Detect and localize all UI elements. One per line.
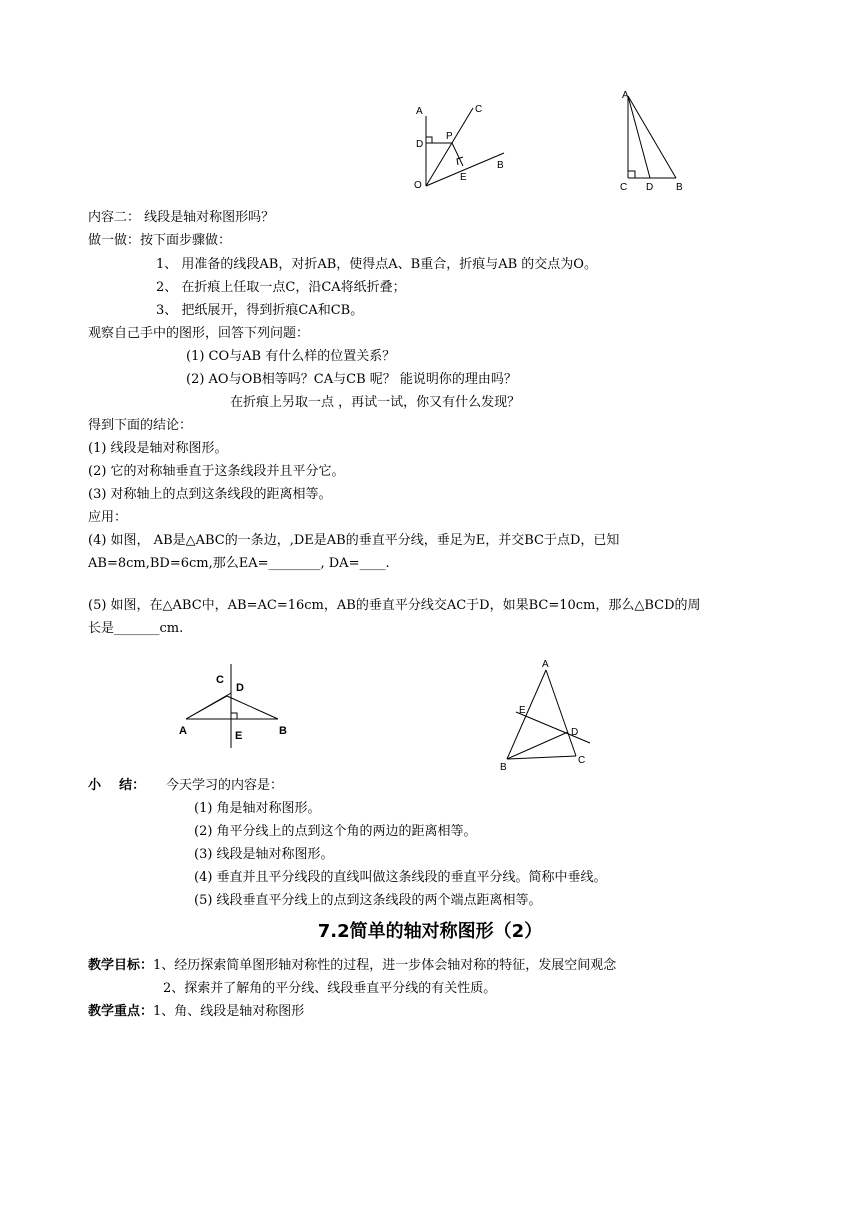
key-label: 教学重点：	[88, 1004, 154, 1019]
fig4-label-E: E	[519, 705, 526, 716]
summary-item-3: (3) 线段是轴对称图形。	[194, 847, 334, 862]
summary-label	[88, 776, 145, 796]
fig1-label-C: C	[475, 104, 483, 115]
fig1-label-D: D	[416, 139, 424, 150]
fig2-label-C: C	[620, 182, 628, 193]
summary-item-5: (5) 线段垂直平分线上的点到这条线段的两个端点距离相等。	[194, 893, 542, 908]
do-intro: 做一做：按下面步骤做：	[88, 233, 232, 248]
apply-intro: 应用：	[88, 510, 128, 525]
observe-intro: 观察自己手中的图形，回答下列问题：	[88, 326, 310, 341]
summary-item-4: (4) 垂直并且平分线段的直线叫做这条线段的垂直平分线。简称中垂线。	[194, 870, 607, 885]
problem4-line1: (4) 如图， AB是△ABC的一条边，,DE是AB的垂直平分线，垂足为E，并交BC于点D，已知	[88, 533, 620, 548]
fig4-label-A: A	[542, 659, 549, 670]
step-3: 3、 把纸展开，得到折痕CA和CB。	[156, 303, 364, 318]
fig3-label-E: E	[235, 730, 243, 742]
question-1: (1) CO与AB 有什么样的位置关系？	[186, 349, 396, 364]
figure-isosceles-triangle	[494, 654, 604, 774]
fig2-label-B: B	[676, 182, 683, 193]
conclusion-1: (1) 线段是轴对称图形。	[88, 441, 228, 456]
fig3-label-D: D	[236, 682, 244, 694]
goals-label: 教学目标：	[88, 958, 154, 973]
question-3: 在折痕上另取一点 ，再试一试，你又有什么发现？	[230, 395, 521, 410]
conclusion-intro: 得到下面的结论：	[88, 418, 193, 433]
figure-perpendicular-bisector	[172, 660, 302, 750]
question-2: (2) AO与OB相等吗？CA与CB 呢？ 能说明你的理由吗？	[186, 372, 517, 387]
conclusion-3: (3) 对称轴上的点到这条线段的距离相等。	[88, 487, 332, 502]
problem5-line1: (5) 如图，在△ABC中，AB=AC=16cm，AB的垂直平分线交AC于D，如果BC=10cm，那么△BCD的周	[88, 598, 701, 613]
step-2: 2、 在折痕上任取一点C，沿CA将纸折叠；	[156, 280, 406, 295]
fig3-label-B: B	[279, 725, 287, 737]
section2-heading: 内容二： 线段是轴对称图形吗？	[88, 210, 275, 225]
fig2-label-D: D	[646, 182, 654, 193]
step-1: 1、 用准备的线段AB，对折AB，使得点A、B重合，折痕与AB 的交点为O。	[156, 257, 597, 272]
fig1-label-A: A	[416, 106, 423, 117]
fig3-label-C: C	[216, 674, 224, 686]
goal-1: 1、经历探索简单图形轴对称性的过程，进一步体会轴对称的特征，发展空间观念	[153, 958, 617, 973]
summary-intro: 今天学习的内容是：	[166, 778, 284, 793]
fig4-label-C: C	[578, 755, 586, 766]
figure-angle-bisector	[405, 98, 525, 193]
figure-right-triangle	[612, 86, 692, 196]
summary-item-1: (1) 角是轴对称图形。	[194, 801, 321, 816]
key-row	[88, 1002, 304, 1022]
fig1-label-P: P	[446, 131, 453, 142]
goal-2: 2、探索并了解角的平分线、线段垂直平分线的有关性质。	[163, 981, 497, 996]
fig4-label-D: D	[571, 727, 579, 738]
fig3-label-A: A	[179, 725, 187, 737]
fig1-label-B: B	[497, 160, 504, 171]
fig4-label-B: B	[500, 762, 507, 773]
conclusion-2: (2) 它的对称轴垂直于这条线段并且平分它。	[88, 464, 345, 479]
key-point: 1、角、线段是轴对称图形	[153, 1004, 305, 1019]
fig1-label-E: E	[460, 172, 467, 183]
summary-label-text: 小 结：	[88, 778, 146, 793]
goals-row	[88, 956, 616, 976]
summary-item-2: (2) 角平分线上的点到这个角的两边的距离相等。	[194, 824, 477, 839]
lesson-title: 7.2简单的轴对称图形（2）	[317, 921, 543, 942]
problem4-line2: AB=8cm,BD=6cm,那么EA=________, DA=____.	[88, 556, 390, 571]
problem5-line2: 长是_______cm.	[88, 621, 184, 636]
fig2-label-A: A	[622, 90, 629, 101]
fig1-label-O: O	[414, 180, 422, 191]
